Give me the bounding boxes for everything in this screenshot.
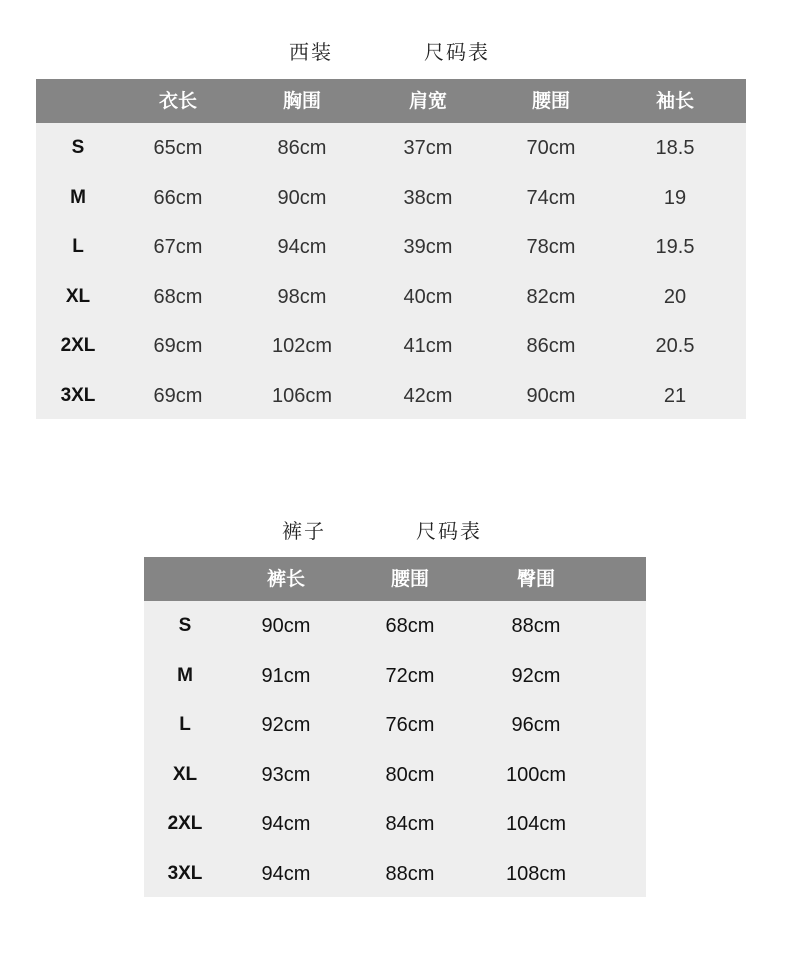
pants-header-waist: 腰围 <box>390 568 430 590</box>
table-cell: 69cm <box>153 335 203 357</box>
table-cell: 38cm <box>403 186 453 209</box>
suit-header-sleeve: 袖长 <box>655 90 695 112</box>
table-cell: 86cm <box>277 137 327 159</box>
table-row <box>144 700 646 750</box>
table-cell: 19.5 <box>655 236 695 258</box>
table-cell: 90cm <box>261 615 311 637</box>
table-cell: 88cm <box>511 615 561 637</box>
table-cell: 20.5 <box>655 335 695 357</box>
suit-table-header <box>36 79 746 123</box>
table-cell: 67cm <box>153 236 203 258</box>
table-row <box>36 222 746 272</box>
table-cell: 92cm <box>261 714 311 736</box>
table-cell: 19 <box>663 186 687 209</box>
table-cell: 104cm <box>505 813 567 835</box>
size-label: L <box>72 236 84 257</box>
size-label: XL <box>172 763 198 785</box>
table-cell: 102cm <box>271 335 333 357</box>
table-cell: 76cm <box>385 714 435 736</box>
suit-header-waist: 腰围 <box>531 90 571 112</box>
size-label: S <box>178 615 192 636</box>
table-row <box>144 601 646 651</box>
table-cell: 70cm <box>526 137 576 159</box>
table-cell: 86cm <box>526 335 576 357</box>
size-label: S <box>71 137 85 158</box>
table-cell: 41cm <box>403 335 453 357</box>
pants-table-header <box>144 557 646 601</box>
table-cell: 66cm <box>153 186 203 209</box>
suit-header-shoulder: 肩宽 <box>408 90 448 112</box>
table-cell: 98cm <box>277 285 327 308</box>
pants-header-hip: 臀围 <box>516 568 556 590</box>
table-cell: 78cm <box>526 236 576 258</box>
table-cell: 82cm <box>526 285 576 308</box>
size-label: 2XL <box>60 335 96 356</box>
size-label: XL <box>65 285 91 307</box>
suit-header-length: 衣长 <box>158 90 198 112</box>
table-cell: 20 <box>663 285 687 308</box>
suit-title-chart: 尺码表 <box>424 40 490 64</box>
table-cell: 80cm <box>385 763 435 786</box>
suit-header-chest: 胸围 <box>282 90 322 112</box>
suit-size-table <box>36 79 746 419</box>
table-cell: 94cm <box>277 236 327 258</box>
table-cell: 88cm <box>385 862 435 885</box>
size-label: M <box>70 186 86 208</box>
pants-size-table <box>144 557 646 897</box>
table-cell: 100cm <box>505 763 567 786</box>
table-cell: 72cm <box>385 664 435 687</box>
table-cell: 90cm <box>277 186 327 209</box>
table-row <box>36 173 746 223</box>
table-cell: 40cm <box>403 285 453 308</box>
table-row <box>36 371 746 421</box>
table-cell: 91cm <box>261 664 311 687</box>
table-cell: 18.5 <box>655 137 695 159</box>
pants-title-name: 裤子 <box>282 519 326 543</box>
table-cell: 37cm <box>403 137 453 159</box>
size-label: 2XL <box>167 813 203 834</box>
pants-title-chart: 尺码表 <box>416 519 482 543</box>
table-cell: 69cm <box>153 384 203 407</box>
size-label: 3XL <box>60 384 96 406</box>
pants-header-length: 裤长 <box>266 568 306 590</box>
table-row <box>144 651 646 701</box>
table-cell: 94cm <box>261 862 311 885</box>
table-cell: 68cm <box>153 285 203 308</box>
table-cell: 74cm <box>526 186 576 209</box>
table-cell: 84cm <box>385 813 435 835</box>
table-cell: 108cm <box>505 862 567 885</box>
table-cell: 65cm <box>153 137 203 159</box>
table-row <box>144 849 646 899</box>
suit-title-name: 西装 <box>289 40 333 64</box>
table-cell: 21 <box>663 384 687 407</box>
size-label: L <box>179 714 191 735</box>
table-cell: 96cm <box>511 714 561 736</box>
table-row <box>36 321 746 371</box>
table-cell: 90cm <box>526 384 576 407</box>
table-cell: 92cm <box>511 664 561 687</box>
table-row <box>36 123 746 173</box>
pants-table-body <box>144 601 646 898</box>
table-cell: 93cm <box>261 763 311 786</box>
table-cell: 106cm <box>271 384 333 407</box>
suit-table-body <box>36 123 746 420</box>
table-cell: 68cm <box>385 615 435 637</box>
table-cell: 39cm <box>403 236 453 258</box>
table-row <box>36 272 746 322</box>
table-row <box>144 750 646 800</box>
size-label: M <box>177 664 193 686</box>
table-row <box>144 799 646 849</box>
size-label: 3XL <box>167 862 203 884</box>
table-cell: 42cm <box>403 384 453 407</box>
table-cell: 94cm <box>261 813 311 835</box>
